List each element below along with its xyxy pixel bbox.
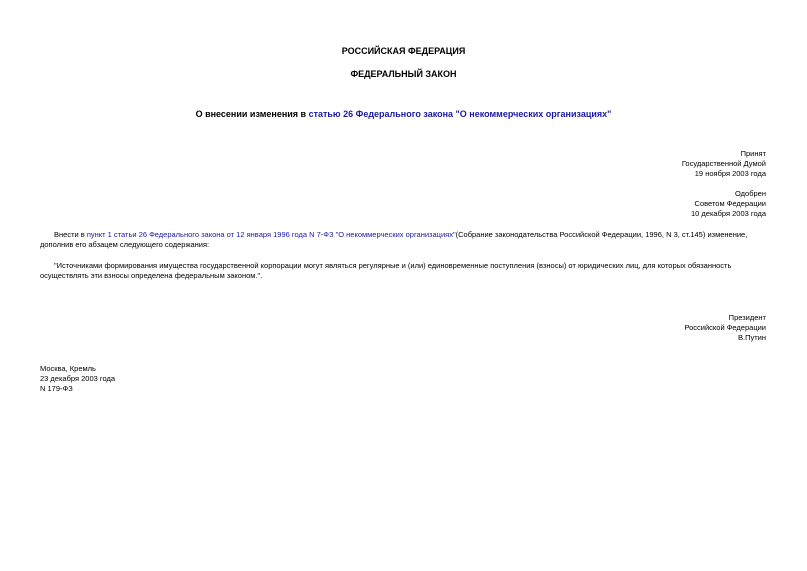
quoted-paragraph: "Источниками формирования имущества государственной корпорации могут являться регулярные и (или) единовременные поступления (взносы) от юридических лиц, для которых обязанность осуществлять эти взносы определена федеральным законом.".	[40, 261, 732, 280]
footer-date: 23 декабря 2003 года	[40, 374, 116, 383]
adoption-block	[682, 149, 766, 179]
doc-type-heading: ФЕДЕРАЛЬНЫЙ ЗАКОН	[350, 69, 457, 79]
signature-line-3: В.Путин	[738, 333, 766, 342]
amendment-suffix: (Собрание законодательства Российской Федерации, 1996, N 3, ст.145) изменение, дополнив его абзацем следующего содержания:	[40, 230, 748, 249]
amendment-paragraph	[40, 230, 768, 250]
amendment-link[interactable]: пункт 1 статьи 26 Федерального закона от 12 января 1996 года N 7-ФЗ "О некоммерческих организациях"	[86, 230, 456, 239]
adoption-line-3: 19 ноября 2003 года	[694, 169, 766, 178]
law-title-link[interactable]: статью 26 Федерального закона "О некоммерческих организациях"	[308, 109, 612, 119]
approval-block	[691, 189, 766, 219]
adoption-line-1: Принят	[740, 149, 766, 158]
approval-line-1: Одобрен	[735, 189, 766, 198]
footer-place: Москва, Кремль	[40, 364, 96, 373]
signature-block	[684, 313, 766, 343]
approval-line-3: 10 декабря 2003 года	[690, 209, 766, 218]
law-title	[0, 109, 807, 120]
approval-line-2: Советом Федерации	[694, 199, 766, 208]
signature-line-1: Президент	[728, 313, 766, 322]
adoption-line-2: Государственной Думой	[681, 159, 766, 168]
country-heading: РОССИЙСКАЯ ФЕДЕРАЦИЯ	[341, 46, 466, 56]
law-title-prefix: О внесении изменения в	[195, 109, 309, 119]
amendment-prefix: Внести в	[54, 230, 87, 239]
footer-number: N 179-ФЗ	[40, 384, 73, 393]
signature-line-2: Российской Федерации	[684, 323, 766, 332]
footer-block	[40, 364, 115, 394]
